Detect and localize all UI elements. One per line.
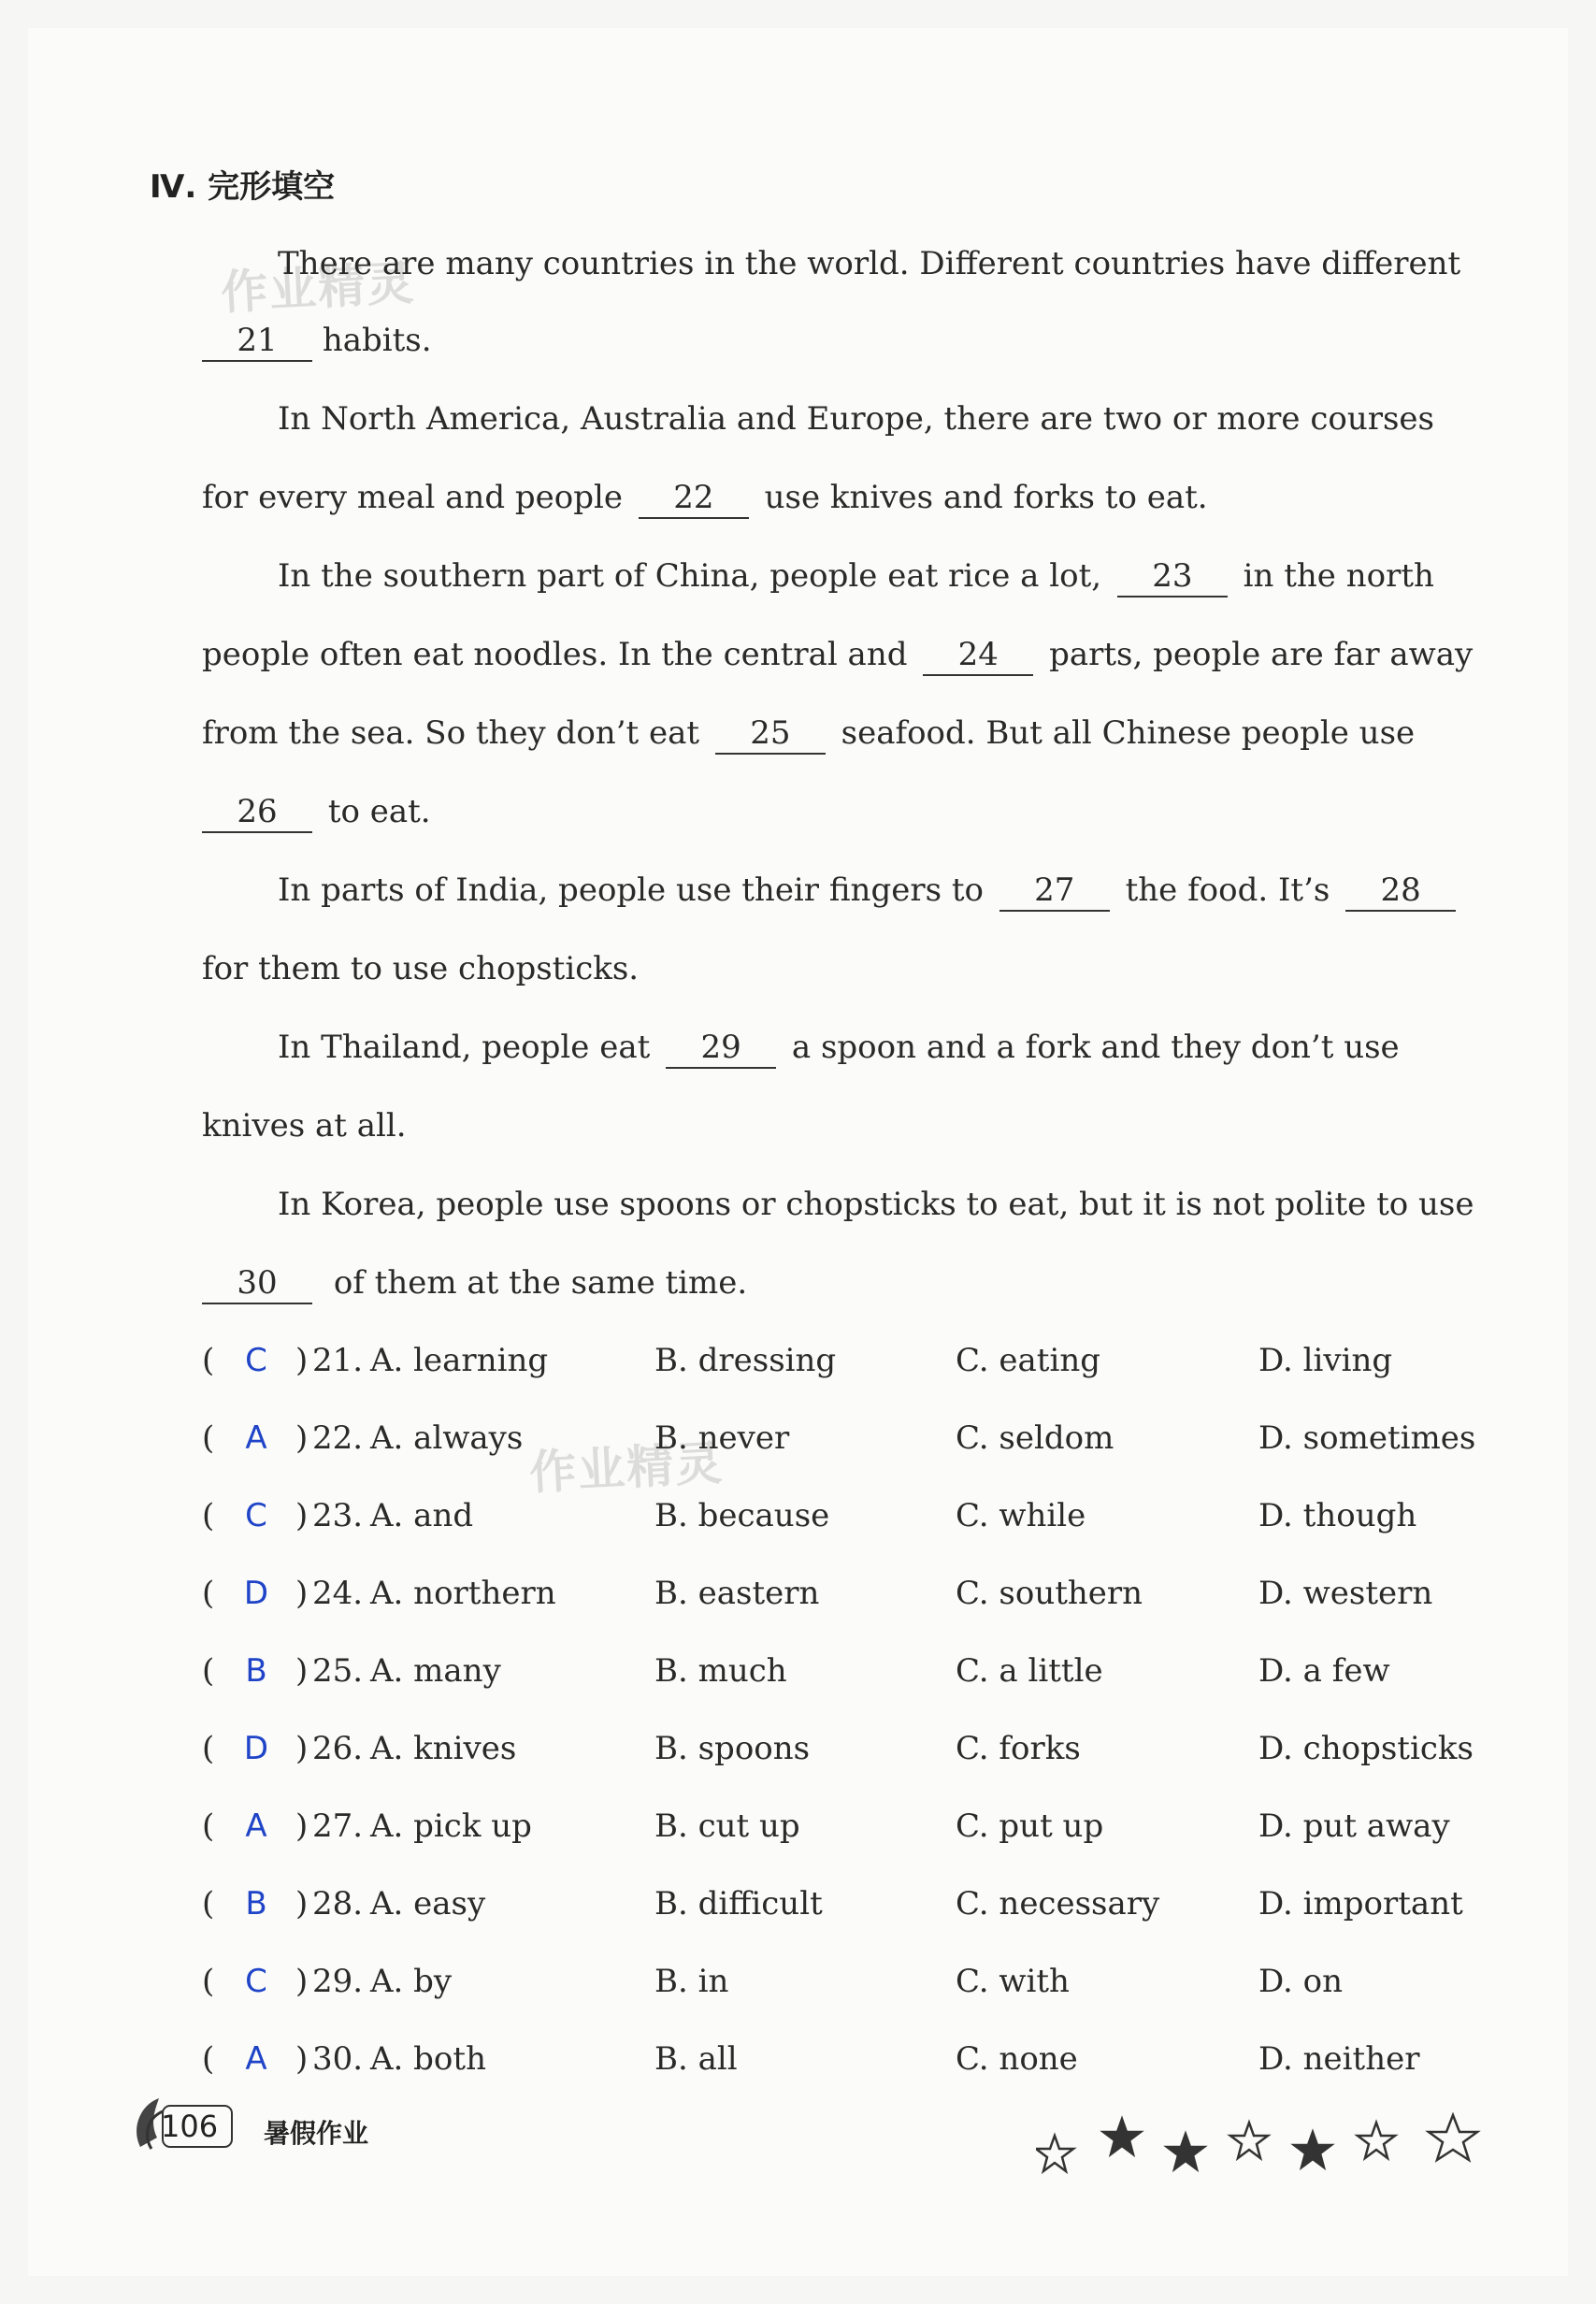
paren-right: ) [295, 1575, 309, 1612]
option-d: D. though [1258, 1497, 1417, 1534]
section-title: Ⅳ. 完形填空 [150, 168, 336, 206]
blank-24: 24 [923, 637, 1033, 676]
paren-left: ( [202, 1575, 215, 1612]
question-number: 26. [312, 1730, 364, 1767]
passage-text: use knives and forks to eat. [764, 479, 1208, 516]
passage-text: of them at the same time. [333, 1264, 748, 1302]
option-b: B. difficult [654, 1885, 823, 1922]
option-a: A. northern [370, 1575, 556, 1612]
paren-right: ) [295, 1497, 309, 1534]
question-number: 23. [312, 1497, 364, 1534]
blank-29: 29 [666, 1030, 776, 1069]
decorative-stars-icon [1036, 2096, 1485, 2181]
question-number: 21. [312, 1342, 364, 1379]
option-d: D. living [1258, 1342, 1393, 1379]
question-number: 22. [312, 1419, 364, 1457]
question-number: 28. [312, 1885, 364, 1922]
question-number: 24. [312, 1575, 364, 1612]
paren-right: ) [295, 1963, 309, 2000]
passage-text: the food. It’s [1125, 871, 1330, 909]
option-b: B. because [654, 1497, 830, 1534]
paren-left: ( [202, 1885, 215, 1922]
answer-choice: D [243, 1730, 269, 1767]
paren-right: ) [295, 1885, 309, 1922]
option-a: A. and [370, 1497, 474, 1534]
passage-line [202, 1029, 1477, 1069]
passage-text: In parts of India, people use their fingers to [278, 871, 984, 909]
blank-28: 28 [1345, 872, 1456, 912]
option-c: C. seldom [956, 1419, 1114, 1457]
question-row [202, 1728, 1511, 1769]
option-c: C. with [956, 1963, 1070, 2000]
page [28, 28, 1568, 2276]
answer-choice: A [245, 2040, 267, 2078]
blank-23: 23 [1117, 558, 1228, 598]
paren-left: ( [202, 1652, 215, 1690]
watermark: 作业精灵 [527, 1435, 726, 1501]
passage-text: knives at all. [202, 1107, 407, 1145]
option-a: A. learning [370, 1342, 549, 1379]
paren-right: ) [295, 1419, 309, 1457]
question-number: 25. [312, 1652, 364, 1690]
question-row [202, 2038, 1511, 2080]
question-row [202, 1961, 1511, 2002]
passage-line [202, 636, 1477, 676]
blank-25: 25 [715, 715, 826, 755]
question-number: 29. [312, 1963, 364, 2000]
option-c: C. while [956, 1497, 1086, 1534]
question-row [202, 1340, 1511, 1381]
option-b: B. dressing [654, 1342, 837, 1379]
paren-right: ) [295, 1342, 309, 1379]
blank-27: 27 [999, 872, 1110, 912]
option-c: C. none [956, 2040, 1078, 2078]
passage-line [202, 245, 1477, 282]
blank-26: 26 [202, 794, 312, 833]
option-c: C. forks [956, 1730, 1081, 1767]
option-c: C. eating [956, 1342, 1101, 1379]
paren-right: ) [295, 1807, 309, 1845]
option-d: D. a few [1258, 1652, 1390, 1690]
question-row [202, 1883, 1511, 1924]
option-b: B. all [654, 2040, 738, 2078]
passage-line [202, 1264, 1477, 1304]
option-b: B. spoons [654, 1730, 811, 1767]
paren-left: ( [202, 1807, 215, 1845]
option-d: D. sometimes [1258, 1419, 1476, 1457]
blank-22: 22 [639, 480, 749, 519]
option-d: D. neither [1258, 2040, 1420, 2078]
blank-21: 21 [202, 323, 312, 362]
paren-left: ( [202, 1342, 215, 1379]
question-row [202, 1650, 1511, 1692]
option-c: C. a little [956, 1652, 1103, 1690]
paren-left: ( [202, 2040, 215, 2078]
option-a: A. both [370, 2040, 486, 2078]
option-d: D. on [1258, 1963, 1344, 2000]
option-b: B. in [654, 1963, 729, 2000]
passage-text: In Thailand, people eat [278, 1029, 651, 1066]
paren-right: ) [295, 2040, 309, 2078]
answer-choice: C [245, 1963, 267, 2000]
passage-line [202, 479, 1477, 519]
passage-line [202, 1186, 1477, 1223]
answer-choice: A [245, 1807, 267, 1845]
option-d: D. western [1258, 1575, 1433, 1612]
question-row [202, 1806, 1511, 1847]
passage-text: In North America, Australia and Europe, there are two or more courses [278, 400, 1434, 438]
passage-line [202, 1107, 1477, 1145]
option-c: C. put up [956, 1807, 1104, 1845]
option-d: D. put away [1258, 1807, 1450, 1845]
passage-text: In the southern part of China, people eat rice a lot, [278, 557, 1102, 595]
blank-30: 30 [202, 1265, 312, 1304]
passage-text: seafood. But all Chinese people use [841, 714, 1416, 752]
option-a: A. knives [370, 1730, 517, 1767]
paren-right: ) [295, 1652, 309, 1690]
option-a: A. many [370, 1652, 501, 1690]
paren-right: ) [295, 1730, 309, 1767]
option-b: B. never [654, 1419, 790, 1457]
option-a: A. easy [370, 1885, 486, 1922]
option-c: C. necessary [956, 1885, 1160, 1922]
option-b: B. cut up [654, 1807, 800, 1845]
passage-text: from the sea. So they don’t eat [202, 714, 700, 752]
paren-left: ( [202, 1963, 215, 2000]
passage-line [202, 714, 1477, 755]
passage-text: There are many countries in the world. Different countries have different [278, 245, 1461, 282]
option-a: A. pick up [370, 1807, 532, 1845]
watermark: 作业精灵 [219, 255, 417, 321]
question-number: 27. [312, 1807, 364, 1845]
passage-line [202, 557, 1477, 598]
footer-label: 暑假作业 [264, 2118, 369, 2149]
passage-line [202, 793, 1477, 833]
passage-text: for them to use chopsticks. [202, 950, 640, 987]
answer-choice: C [245, 1342, 267, 1379]
paren-left: ( [202, 1419, 215, 1457]
passage-text: in the north [1243, 557, 1434, 595]
answer-choice: B [245, 1885, 267, 1922]
passage-text: In Korea, people use spoons or chopsticks to eat, but it is not polite to use [278, 1186, 1474, 1223]
passage-line [202, 950, 1477, 987]
option-d: D. important [1258, 1885, 1463, 1922]
option-b: B. much [654, 1652, 787, 1690]
passage-text: parts, people are far away [1049, 636, 1474, 673]
passage-text: people often eat noodles. In the central and [202, 636, 908, 673]
question-number: 30. [312, 2040, 364, 2078]
option-c: C. southern [956, 1575, 1143, 1612]
passage-text: to eat. [327, 793, 431, 830]
passage-text: a spoon and a fork and they don’t use [791, 1029, 1400, 1066]
passage-text: for every meal and people [202, 479, 624, 516]
paren-left: ( [202, 1730, 215, 1767]
page-number: 106 [161, 2109, 219, 2144]
option-a: A. always [370, 1419, 524, 1457]
answer-choice: B [245, 1652, 267, 1690]
answer-choice: C [245, 1497, 267, 1534]
option-b: B. eastern [654, 1575, 820, 1612]
question-row [202, 1418, 1511, 1459]
option-a: A. by [370, 1963, 453, 2000]
passage-line [202, 400, 1477, 438]
option-d: D. chopsticks [1258, 1730, 1474, 1767]
question-row [202, 1573, 1511, 1614]
passage-line [202, 871, 1477, 912]
paren-left: ( [202, 1497, 215, 1534]
answer-choice: A [245, 1419, 267, 1457]
passage-line [202, 322, 1477, 362]
question-row [202, 1495, 1511, 1536]
passage-text: habits. [322, 322, 432, 359]
answer-choice: D [243, 1575, 269, 1612]
